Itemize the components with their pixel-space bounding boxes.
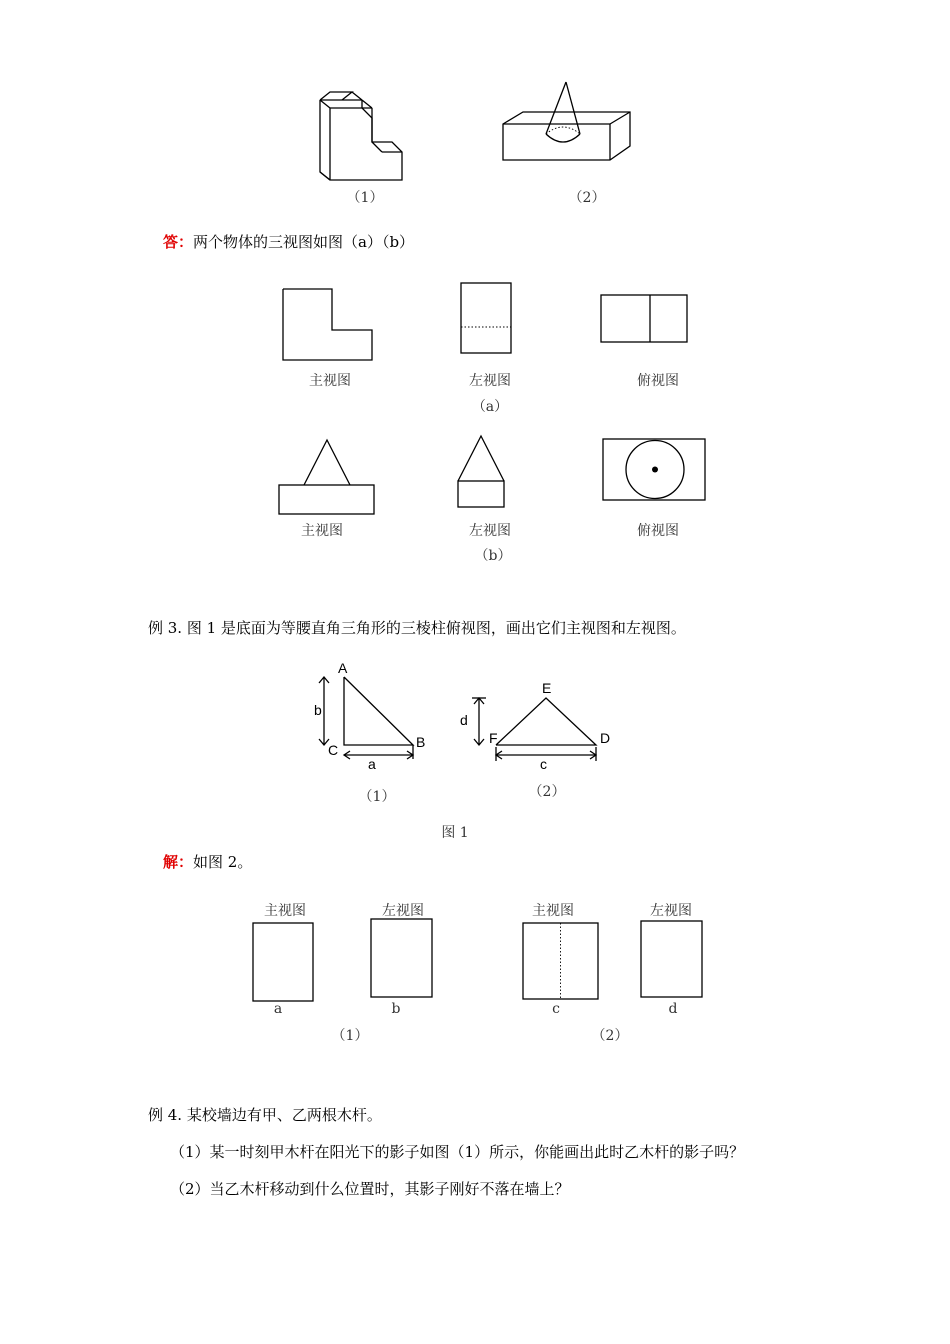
fig2-g1-label-b: b — [391, 1001, 401, 1017]
views-a-left-drawing — [460, 282, 514, 356]
views-b-left-label: 左视图 — [469, 523, 511, 539]
fig2-g1-left-label: 左视图 — [382, 903, 424, 919]
views-b-left-drawing — [456, 433, 510, 511]
views-a-top-label: 俯视图 — [637, 373, 679, 389]
solution-text: 如图 2。 — [193, 853, 253, 871]
views-b-front-drawing — [278, 438, 378, 518]
figure1-part2-caption: （2） — [528, 784, 566, 800]
views-a-front-drawing — [282, 288, 374, 362]
label-E: E — [542, 680, 552, 696]
views-b-caption: （b） — [474, 548, 512, 564]
label-C: C — [328, 742, 339, 758]
fig2-g2-front-label: 主视图 — [532, 903, 574, 919]
figure1-title: 图 1 — [441, 825, 469, 841]
fig2-g2-left-label: 左视图 — [650, 903, 692, 919]
figure1-part2-triangle — [456, 675, 626, 775]
fig2-g2-label-d: d — [668, 1001, 678, 1017]
views-b-top-label: 俯视图 — [637, 523, 679, 539]
fig2-g2-front-rect — [522, 922, 600, 1002]
example3-text: 例 3. 图 1 是底面为等腰直角三角形的三棱柱俯视图，画出它们主视图和左视图。 — [148, 619, 686, 637]
fig-top-caption-2: （2） — [568, 190, 606, 206]
fig2-g2-left-rect — [640, 920, 704, 1000]
answer-text: 两个物体的三视图如图（a）（b） — [193, 233, 415, 251]
fig2-g1-front-label: 主视图 — [264, 903, 306, 919]
fig2-g2-label-c: c — [552, 1001, 560, 1017]
label-D: D — [600, 730, 611, 746]
figure1-part1-triangle — [300, 655, 440, 775]
label-B: B — [416, 734, 426, 750]
solution-line — [163, 852, 252, 872]
answer-line — [163, 232, 414, 252]
fig2-g1-label-a: a — [273, 1001, 283, 1017]
example4-question-1: （1）某一时刻甲木杆在阳光下的影子如图（1）所示，你能画出此时乙木杆的影子吗？ — [170, 1143, 745, 1161]
label-b: b — [314, 702, 322, 718]
views-b-front-label: 主视图 — [301, 523, 343, 539]
label-a: a — [368, 756, 376, 772]
answer-label: 答： — [163, 233, 194, 251]
views-a-caption: （a） — [471, 399, 509, 415]
fig-top-caption-1: （1） — [346, 190, 384, 206]
solution-label: 解： — [163, 853, 194, 871]
fig2-g1-caption: （1） — [331, 1028, 369, 1044]
views-a-front-label: 主视图 — [309, 373, 351, 389]
fig2-g1-left-rect — [370, 918, 434, 1000]
solid-l-shape-figure — [300, 90, 420, 185]
views-b-top-drawing — [602, 438, 708, 504]
example4-question-2: （2）当乙木杆移动到什么位置时，其影子刚好不落在墙上？ — [170, 1180, 570, 1198]
label-A: A — [338, 660, 348, 676]
views-a-top-drawing — [600, 294, 690, 344]
label-d: d — [460, 712, 468, 728]
label-c: c — [540, 756, 547, 772]
fig2-g1-front-rect — [252, 922, 316, 1004]
fig2-g2-caption: （2） — [591, 1028, 629, 1044]
label-F: F — [489, 730, 498, 746]
solid-cone-on-slab-figure — [498, 80, 638, 180]
figure1-part1-caption: （1） — [358, 789, 396, 805]
views-a-left-label: 左视图 — [469, 373, 511, 389]
example4-title: 例 4. 某校墙边有甲、乙两根木杆。 — [148, 1106, 382, 1124]
